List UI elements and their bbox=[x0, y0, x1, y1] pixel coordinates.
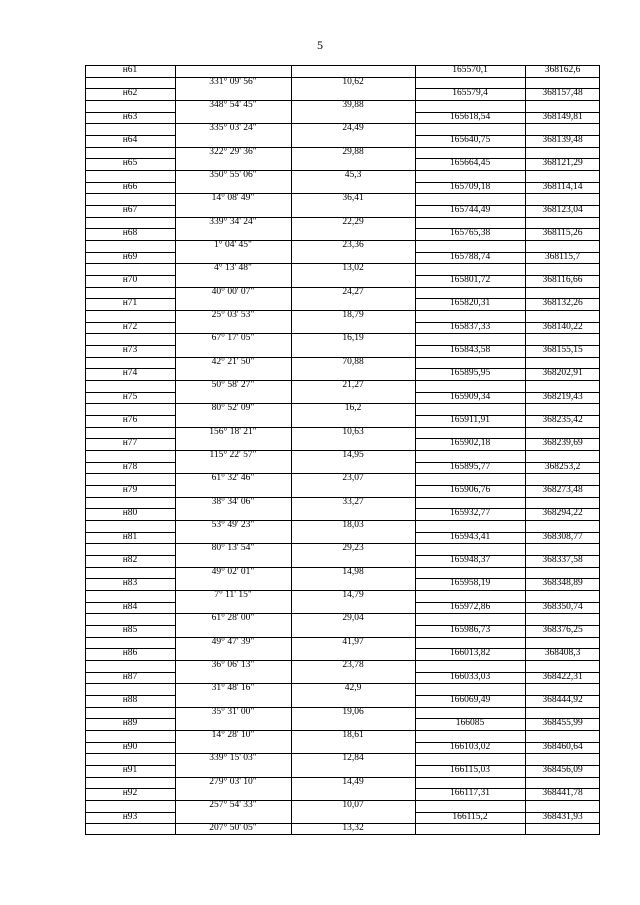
segment-angle: 339° 15' 03" bbox=[209, 753, 257, 764]
point-y: 368376,25 bbox=[542, 624, 583, 635]
segment-length: 10,62 bbox=[342, 76, 364, 87]
point-x: 165579,4 bbox=[452, 88, 488, 99]
point-name: н87 bbox=[122, 671, 138, 682]
row-divider bbox=[415, 777, 600, 778]
segment-length: 18,03 bbox=[342, 519, 364, 530]
point-y: 368431,93 bbox=[542, 811, 583, 822]
point-x: 165932,77 bbox=[449, 508, 491, 519]
row-divider bbox=[415, 823, 600, 824]
segment-length: 41,97 bbox=[342, 636, 364, 647]
row-divider bbox=[415, 683, 600, 684]
point-name: н73 bbox=[122, 344, 138, 355]
point-name: н70 bbox=[122, 274, 138, 285]
segment-angle: 322° 29' 36" bbox=[209, 146, 257, 157]
row-divider bbox=[85, 660, 175, 661]
point-x: 165909,34 bbox=[449, 391, 491, 402]
segment-angle: 35° 31' 00" bbox=[211, 706, 255, 717]
point-x: 165895,77 bbox=[449, 461, 491, 472]
point-x: 165618,54 bbox=[449, 111, 491, 122]
row-divider bbox=[85, 450, 175, 451]
row-divider bbox=[85, 217, 175, 218]
segment-angle: 331° 09' 56" bbox=[209, 76, 257, 87]
segment-length: 13,32 bbox=[342, 823, 364, 834]
point-name: н76 bbox=[122, 414, 138, 425]
point-name: н91 bbox=[122, 764, 138, 775]
row-divider bbox=[85, 287, 175, 288]
point-name: н78 bbox=[122, 461, 138, 472]
point-x: 165911,91 bbox=[449, 414, 491, 425]
segment-length: 23,07 bbox=[342, 473, 364, 484]
row-divider bbox=[85, 263, 175, 264]
point-y: 368350,74 bbox=[542, 601, 583, 612]
point-name: н81 bbox=[122, 531, 138, 542]
segment-angle: 7° 11' 15" bbox=[214, 589, 252, 600]
row-divider bbox=[85, 800, 175, 801]
row-divider bbox=[415, 567, 600, 568]
segment-angle: 40° 00' 07" bbox=[211, 286, 255, 297]
row-divider bbox=[415, 590, 600, 591]
segment-length: 70,88 bbox=[342, 356, 364, 367]
row-divider bbox=[85, 170, 175, 171]
point-x: 165788,74 bbox=[449, 251, 491, 262]
point-y: 368239,69 bbox=[542, 438, 583, 449]
segment-length: 23,36 bbox=[342, 239, 364, 250]
point-name: н92 bbox=[122, 788, 138, 799]
segment-length: 29,23 bbox=[342, 543, 364, 554]
segment-length: 24,49 bbox=[342, 123, 364, 134]
point-name: н75 bbox=[122, 391, 138, 402]
segment-angle: 49° 47' 39" bbox=[211, 636, 255, 647]
segment-angle: 38° 34' 06" bbox=[211, 496, 255, 507]
segment-length: 10,07 bbox=[342, 799, 364, 810]
segment-length: 29,88 bbox=[342, 146, 364, 157]
point-name: н62 bbox=[122, 88, 138, 99]
row-divider bbox=[85, 310, 175, 311]
point-name: н89 bbox=[122, 718, 138, 729]
point-x: 166117,31 bbox=[449, 788, 491, 799]
point-name: н90 bbox=[122, 741, 138, 752]
point-name: н68 bbox=[122, 228, 138, 239]
row-divider bbox=[415, 660, 600, 661]
segment-angle: 279° 03' 10" bbox=[209, 776, 257, 787]
row-divider bbox=[415, 170, 600, 171]
segment-angle: 14° 28' 10" bbox=[211, 729, 255, 740]
row-divider bbox=[415, 310, 600, 311]
point-name: н64 bbox=[122, 134, 138, 145]
point-name: н67 bbox=[122, 204, 138, 215]
row-divider bbox=[415, 450, 600, 451]
segment-angle: 80° 52' 09" bbox=[211, 403, 255, 414]
point-y: 368422,31 bbox=[542, 671, 583, 682]
point-x: 165570,1 bbox=[452, 64, 488, 75]
row-divider bbox=[85, 193, 175, 194]
point-name: н66 bbox=[122, 181, 138, 192]
row-divider bbox=[85, 520, 175, 521]
row-divider bbox=[85, 613, 175, 614]
segment-length: 16,2 bbox=[344, 403, 362, 414]
row-divider bbox=[415, 357, 600, 358]
point-x: 165943,41 bbox=[449, 531, 491, 542]
point-x: 166103,02 bbox=[449, 741, 491, 752]
segment-length: 19,06 bbox=[342, 706, 364, 717]
point-x: 165801,72 bbox=[449, 274, 491, 285]
row-divider bbox=[85, 333, 175, 334]
segment-angle: 1° 04' 45" bbox=[214, 239, 252, 250]
segment-length: 29,04 bbox=[342, 613, 364, 624]
row-divider bbox=[85, 823, 175, 824]
row-divider bbox=[85, 683, 175, 684]
segment-length: 18,79 bbox=[342, 309, 364, 320]
point-y: 368123,04 bbox=[542, 204, 583, 215]
point-y: 368114,14 bbox=[542, 181, 583, 192]
point-x: 166013,82 bbox=[449, 648, 491, 659]
row-divider bbox=[85, 77, 175, 78]
segment-angle: 156° 18' 21" bbox=[209, 426, 257, 437]
row-divider bbox=[415, 147, 600, 148]
segment-angle: 61° 28' 00" bbox=[211, 613, 255, 624]
segment-angle: 31° 48' 16" bbox=[211, 683, 255, 694]
segment-angle: 4° 13' 48" bbox=[214, 263, 252, 274]
row-divider bbox=[415, 800, 600, 801]
point-y: 368115,26 bbox=[542, 228, 583, 239]
point-x: 165744,49 bbox=[449, 204, 491, 215]
segment-angle: 42° 21' 50" bbox=[211, 356, 255, 367]
row-divider bbox=[85, 380, 175, 381]
segment-length: 39,88 bbox=[342, 99, 364, 110]
row-divider bbox=[415, 263, 600, 264]
row-divider bbox=[85, 707, 175, 708]
row-divider bbox=[415, 217, 600, 218]
coordinates-table bbox=[85, 65, 600, 835]
point-y: 368116,66 bbox=[542, 274, 583, 285]
row-divider bbox=[415, 287, 600, 288]
row-divider bbox=[415, 193, 600, 194]
point-x: 166115,2 bbox=[452, 811, 488, 822]
row-divider bbox=[415, 380, 600, 381]
point-y: 368149,81 bbox=[542, 111, 583, 122]
point-x: 165902,18 bbox=[449, 438, 491, 449]
row-divider bbox=[85, 753, 175, 754]
segment-length: 36,41 bbox=[342, 193, 364, 204]
point-x: 165820,31 bbox=[449, 298, 491, 309]
point-name: н86 bbox=[122, 648, 138, 659]
point-y: 368444,92 bbox=[542, 694, 583, 705]
page-number: 5 bbox=[317, 38, 323, 52]
row-divider bbox=[415, 753, 600, 754]
point-name: н69 bbox=[122, 251, 138, 262]
segment-length: 22,29 bbox=[342, 216, 364, 227]
point-y: 368140,22 bbox=[542, 321, 583, 332]
segment-angle: 53° 49' 23" bbox=[211, 519, 255, 530]
row-divider bbox=[415, 473, 600, 474]
row-divider bbox=[85, 497, 175, 498]
point-x: 166085 bbox=[455, 718, 485, 729]
row-divider bbox=[85, 123, 175, 124]
segment-length: 21,27 bbox=[342, 379, 364, 390]
row-divider bbox=[85, 473, 175, 474]
row-divider bbox=[415, 333, 600, 334]
point-y: 368441,78 bbox=[542, 788, 583, 799]
point-name: н85 bbox=[122, 624, 138, 635]
point-y: 368157,48 bbox=[542, 88, 583, 99]
row-divider bbox=[85, 637, 175, 638]
point-x: 165948,37 bbox=[449, 554, 491, 565]
point-name: н84 bbox=[122, 601, 138, 612]
row-divider bbox=[415, 707, 600, 708]
point-y: 368202,91 bbox=[542, 368, 583, 379]
point-y: 368408,3 bbox=[544, 648, 581, 659]
row-divider bbox=[415, 403, 600, 404]
table-border-bottom bbox=[85, 834, 600, 835]
point-y: 368337,58 bbox=[542, 554, 583, 565]
row-divider bbox=[85, 543, 175, 544]
point-x: 165664,45 bbox=[449, 158, 491, 169]
row-divider bbox=[85, 100, 175, 101]
segment-angle: 257° 54' 33" bbox=[209, 799, 257, 810]
segment-length: 10,63 bbox=[342, 426, 364, 437]
point-y: 368308,77 bbox=[542, 531, 583, 542]
point-y: 368455,99 bbox=[542, 718, 583, 729]
point-x: 165972,86 bbox=[449, 601, 491, 612]
point-y: 368253,2 bbox=[544, 461, 581, 472]
row-divider bbox=[85, 590, 175, 591]
point-name: н63 bbox=[122, 111, 138, 122]
point-x: 165709,18 bbox=[449, 181, 491, 192]
row-divider bbox=[415, 613, 600, 614]
segment-length: 42,9 bbox=[344, 683, 362, 694]
point-name: н79 bbox=[122, 484, 138, 495]
point-x: 166069,49 bbox=[449, 694, 491, 705]
segment-angle: 348° 54' 45" bbox=[209, 99, 257, 110]
row-divider bbox=[415, 497, 600, 498]
row-divider bbox=[415, 240, 600, 241]
point-y: 368294,22 bbox=[542, 508, 583, 519]
point-y: 368115,7 bbox=[544, 251, 581, 262]
segment-angle: 335° 03' 24" bbox=[209, 123, 257, 134]
point-name: н80 bbox=[122, 508, 138, 519]
point-x: 165906,76 bbox=[449, 484, 491, 495]
segment-length: 23,78 bbox=[342, 659, 364, 670]
point-name: н71 bbox=[122, 298, 138, 309]
point-y: 368235,42 bbox=[542, 414, 583, 425]
segment-length: 14,98 bbox=[342, 566, 364, 577]
point-y: 368139,48 bbox=[542, 134, 583, 145]
segment-angle: 25° 03' 53" bbox=[211, 309, 255, 320]
segment-length: 12,84 bbox=[342, 753, 364, 764]
segment-length: 45,3 bbox=[344, 169, 362, 180]
point-y: 368456,09 bbox=[542, 764, 583, 775]
segment-length: 14,95 bbox=[342, 449, 364, 460]
point-y: 368219,43 bbox=[542, 391, 583, 402]
point-name: н65 bbox=[122, 158, 138, 169]
point-y: 368348,89 bbox=[542, 578, 583, 589]
segment-length: 14,49 bbox=[342, 776, 364, 787]
row-divider bbox=[85, 147, 175, 148]
row-divider bbox=[85, 357, 175, 358]
row-divider bbox=[85, 403, 175, 404]
segment-angle: 14° 08' 49" bbox=[211, 193, 255, 204]
row-divider bbox=[415, 543, 600, 544]
point-y: 368460,64 bbox=[542, 741, 583, 752]
row-divider bbox=[85, 730, 175, 731]
segment-angle: 350° 55' 06" bbox=[209, 169, 257, 180]
segment-angle: 49° 02' 01" bbox=[211, 566, 255, 577]
segment-angle: 67° 17' 05" bbox=[211, 333, 255, 344]
point-x: 165640,75 bbox=[449, 134, 491, 145]
row-divider bbox=[415, 730, 600, 731]
point-x: 165895,95 bbox=[449, 368, 491, 379]
point-x: 165837,33 bbox=[449, 321, 491, 332]
point-x: 165958,19 bbox=[449, 578, 491, 589]
row-divider bbox=[415, 520, 600, 521]
segment-angle: 61° 32' 46" bbox=[211, 473, 255, 484]
row-divider bbox=[415, 123, 600, 124]
point-x: 166115,03 bbox=[449, 764, 491, 775]
row-divider bbox=[415, 637, 600, 638]
segment-angle: 80° 13' 54" bbox=[211, 543, 255, 554]
point-x: 165986,73 bbox=[449, 624, 491, 635]
segment-angle: 50° 58' 27" bbox=[211, 379, 255, 390]
segment-angle: 207° 50' 05" bbox=[209, 823, 257, 834]
segment-length: 14,79 bbox=[342, 589, 364, 600]
row-divider bbox=[415, 77, 600, 78]
point-y: 368273,48 bbox=[542, 484, 583, 495]
point-name: н77 bbox=[122, 438, 138, 449]
point-y: 368132,26 bbox=[542, 298, 583, 309]
point-name: н72 bbox=[122, 321, 138, 332]
point-name: н82 bbox=[122, 554, 138, 565]
segment-length: 13,02 bbox=[342, 263, 364, 274]
point-name: н74 bbox=[122, 368, 138, 379]
point-y: 368155,15 bbox=[542, 344, 583, 355]
row-divider bbox=[85, 427, 175, 428]
row-divider bbox=[85, 777, 175, 778]
segment-angle: 339° 34' 24" bbox=[209, 216, 257, 227]
point-name: н93 bbox=[122, 811, 138, 822]
row-divider bbox=[85, 240, 175, 241]
segment-angle: 115° 22' 57" bbox=[209, 449, 257, 460]
point-x: 165843,58 bbox=[449, 344, 491, 355]
row-divider bbox=[415, 427, 600, 428]
point-y: 368121,29 bbox=[542, 158, 583, 169]
point-name: н61 bbox=[122, 64, 138, 75]
segment-length: 24,27 bbox=[342, 286, 364, 297]
segment-angle: 36° 06' 13" bbox=[211, 659, 255, 670]
row-divider bbox=[85, 567, 175, 568]
point-x: 165765,38 bbox=[449, 228, 491, 239]
segment-length: 16,19 bbox=[342, 333, 364, 344]
point-y: 368162,6 bbox=[544, 64, 581, 75]
point-name: н88 bbox=[122, 694, 138, 705]
row-divider bbox=[415, 100, 600, 101]
segment-length: 18,61 bbox=[342, 729, 364, 740]
segment-length: 33,27 bbox=[342, 496, 364, 507]
point-name: н83 bbox=[122, 578, 138, 589]
point-x: 166033,03 bbox=[449, 671, 491, 682]
